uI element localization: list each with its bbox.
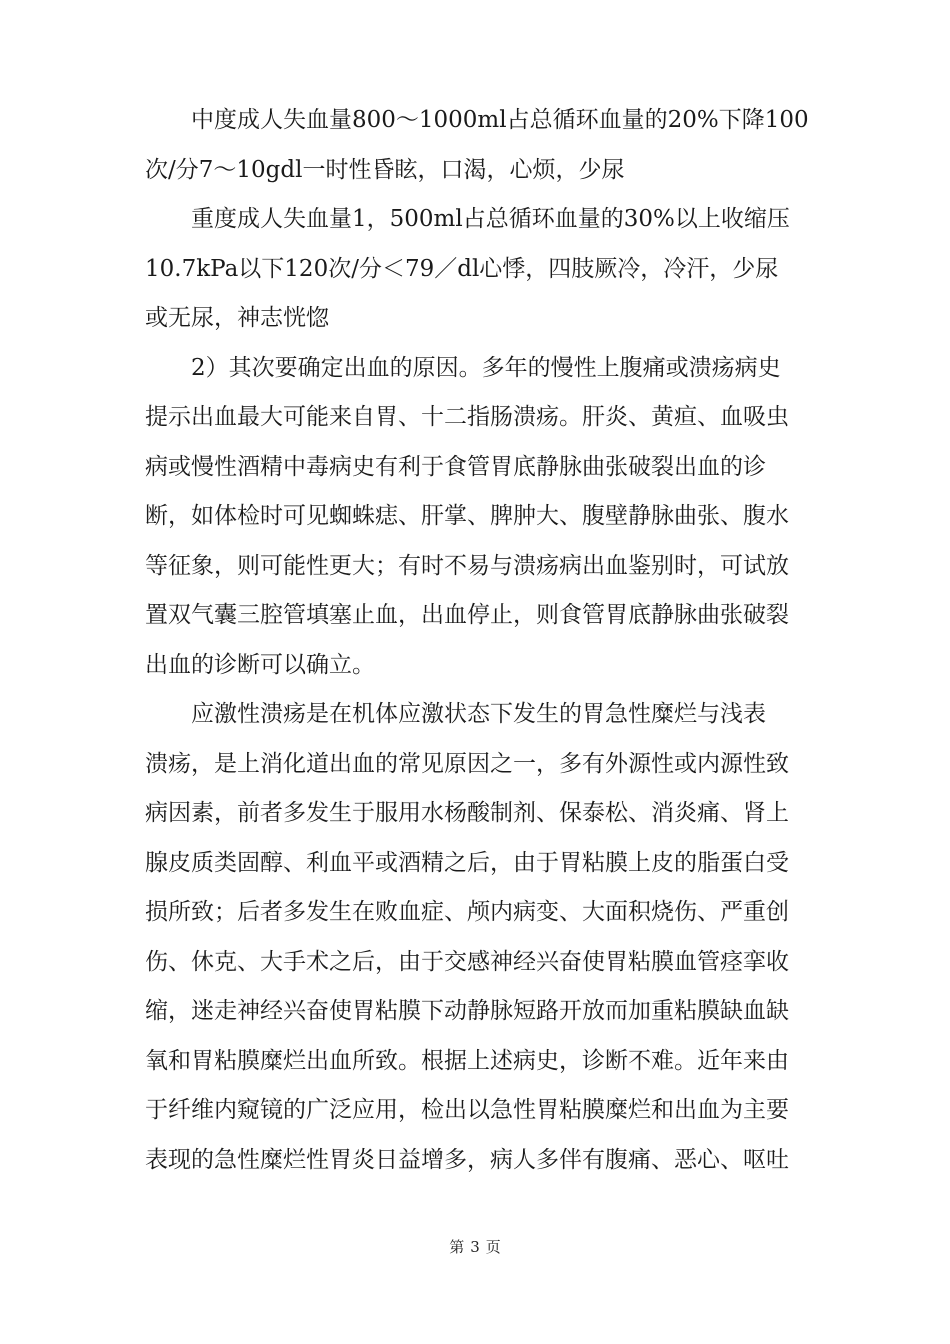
text-line: 腺皮质类固醇、利血平或酒精之后，由于胃粘膜上皮的脂蛋白受 <box>145 849 789 876</box>
text-line: 溃疡，是上消化道出血的常见原因之一，多有外源性或内源性致 <box>145 750 789 777</box>
text-line: 病或慢性酒精中毒病史有利于食管胃底静脉曲张破裂出血的诊 <box>145 453 766 480</box>
text-line: 伤、休克、大手术之后，由于交感神经兴奋使胃粘膜血管痉挛收 <box>145 948 789 975</box>
page-number-prefix: 第 <box>449 1238 465 1256</box>
text-line: 中度成人失血量800～1000ml占总循环血量的20%下降100 <box>191 107 809 133</box>
text-line: 或无尿，神志恍惚 <box>145 305 329 331</box>
page-number-suffix: 页 <box>485 1238 501 1256</box>
page-number: 3 <box>470 1238 480 1256</box>
text-line: 10.7kPa以下120次/分＜79／dl心悸，四肢厥冷，冷汗，少尿 <box>145 255 779 282</box>
text-line: 等征象，则可能性更大；有时不易与溃疡病出血鉴别时，可试放 <box>145 552 789 579</box>
paragraph-stress-ulcer <box>145 690 815 1185</box>
document-body <box>145 96 815 1185</box>
text-line: 重度成人失血量1，500ml占总循环血量的30%以上收缩压 <box>191 206 790 232</box>
text-line: 病因素，前者多发生于服用水杨酸制剂、保泰松、消炎痛、肾上 <box>145 800 789 826</box>
text-line: 于纤维内窥镜的广泛应用，检出以急性胃粘膜糜烂和出血为主要 <box>145 1097 789 1123</box>
text-line: 断，如体检时可见蜘蛛痣、肝掌、脾肿大、腹壁静脉曲张、腹水 <box>145 503 789 529</box>
text-line: 出血的诊断可以确立。 <box>145 651 375 678</box>
text-line: 缩，迷走神经兴奋使胃粘膜下动静脉短路开放而加重粘膜缺血缺 <box>145 998 789 1024</box>
text-line: 氧和胃粘膜糜烂出血所致。根据上述病史，诊断不难。近年来由 <box>145 1047 789 1074</box>
text-line: 表现的急性糜烂性胃炎日益增多，病人多伴有腹痛、恶心、呕吐 <box>145 1146 789 1173</box>
text-line: 置双气囊三腔管填塞止血，出血停止，则食管胃底静脉曲张破裂 <box>145 602 789 628</box>
paragraph-severe-blood-loss <box>145 195 815 344</box>
paragraph-moderate-blood-loss <box>145 96 815 195</box>
text-line: 2）其次要确定出血的原因。多年的慢性上腹痛或溃疡病史 <box>191 354 781 381</box>
text-line: 应激性溃疡是在机体应激状态下发生的胃急性糜烂与浅表 <box>191 701 766 727</box>
paragraph-bleeding-cause <box>145 344 815 691</box>
page-footer <box>0 1236 950 1257</box>
text-line: 次/分7～10gdl一时性昏眩，口渴，心烦，少尿 <box>145 156 625 183</box>
text-line: 损所致；后者多发生在败血症、颅内病变、大面积烧伤、严重创 <box>145 899 789 925</box>
text-line: 提示出血最大可能来自胃、十二指肠溃疡。肝炎、黄疸、血吸虫 <box>145 404 789 430</box>
